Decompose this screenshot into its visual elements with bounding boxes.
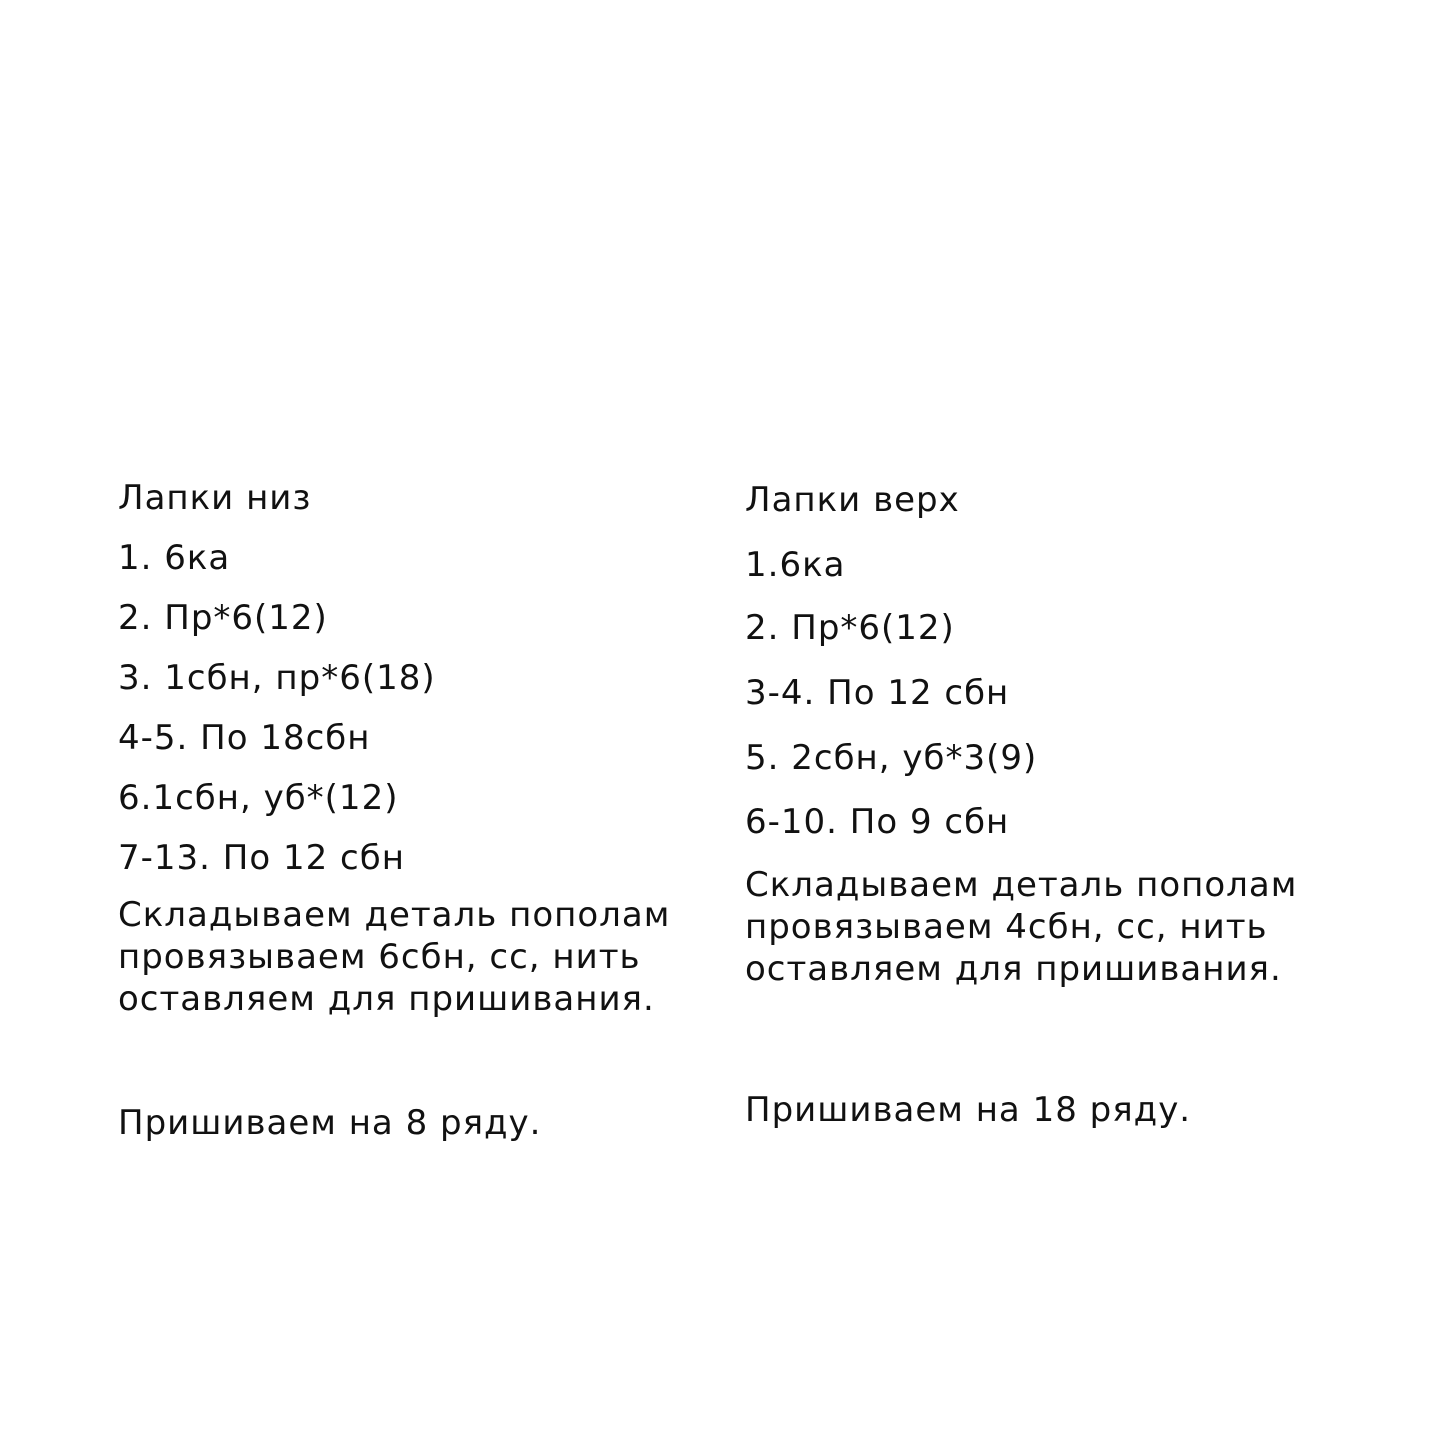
right-row-2: 2. Пр*6(12) [745,608,955,648]
left-instructions [118,894,670,1020]
left-row-5: 6.1сбн, уб*(12) [118,778,399,818]
right-instruction-line-3: оставляем для пришивания. [745,949,1282,989]
right-instructions [745,864,1297,990]
right-row-4: 5. 2сбн, уб*3(9) [745,738,1038,778]
right-row-5: 6-10. По 9 сбн [745,802,1010,842]
left-row-1: 1. 6ка [118,538,231,578]
right-row-1: 1.6ка [745,545,846,585]
right-sew-note: Пришиваем на 18 ряду. [745,1090,1192,1130]
right-title: Лапки верх [745,480,960,520]
left-row-4: 4-5. По 18сбн [118,718,371,758]
left-row-6: 7-13. По 12 сбн [118,838,405,878]
right-row-3: 3-4. По 12 сбн [745,673,1010,713]
left-instruction-line-1: Складываем деталь пополам [118,895,671,935]
left-title: Лапки низ [118,478,312,518]
left-row-3: 3. 1сбн, пр*6(18) [118,658,436,698]
right-instruction-line-2: провязываем 4сбн, сс, нить [745,907,1268,947]
left-instruction-line-3: оставляем для пришивания. [118,979,655,1019]
left-sew-note: Пришиваем на 8 ряду. [118,1103,542,1143]
left-instruction-line-2: провязываем 6сбн, сс, нить [118,937,641,977]
right-instruction-line-1: Складываем деталь пополам [745,865,1298,905]
left-row-2: 2. Пр*6(12) [118,598,328,638]
